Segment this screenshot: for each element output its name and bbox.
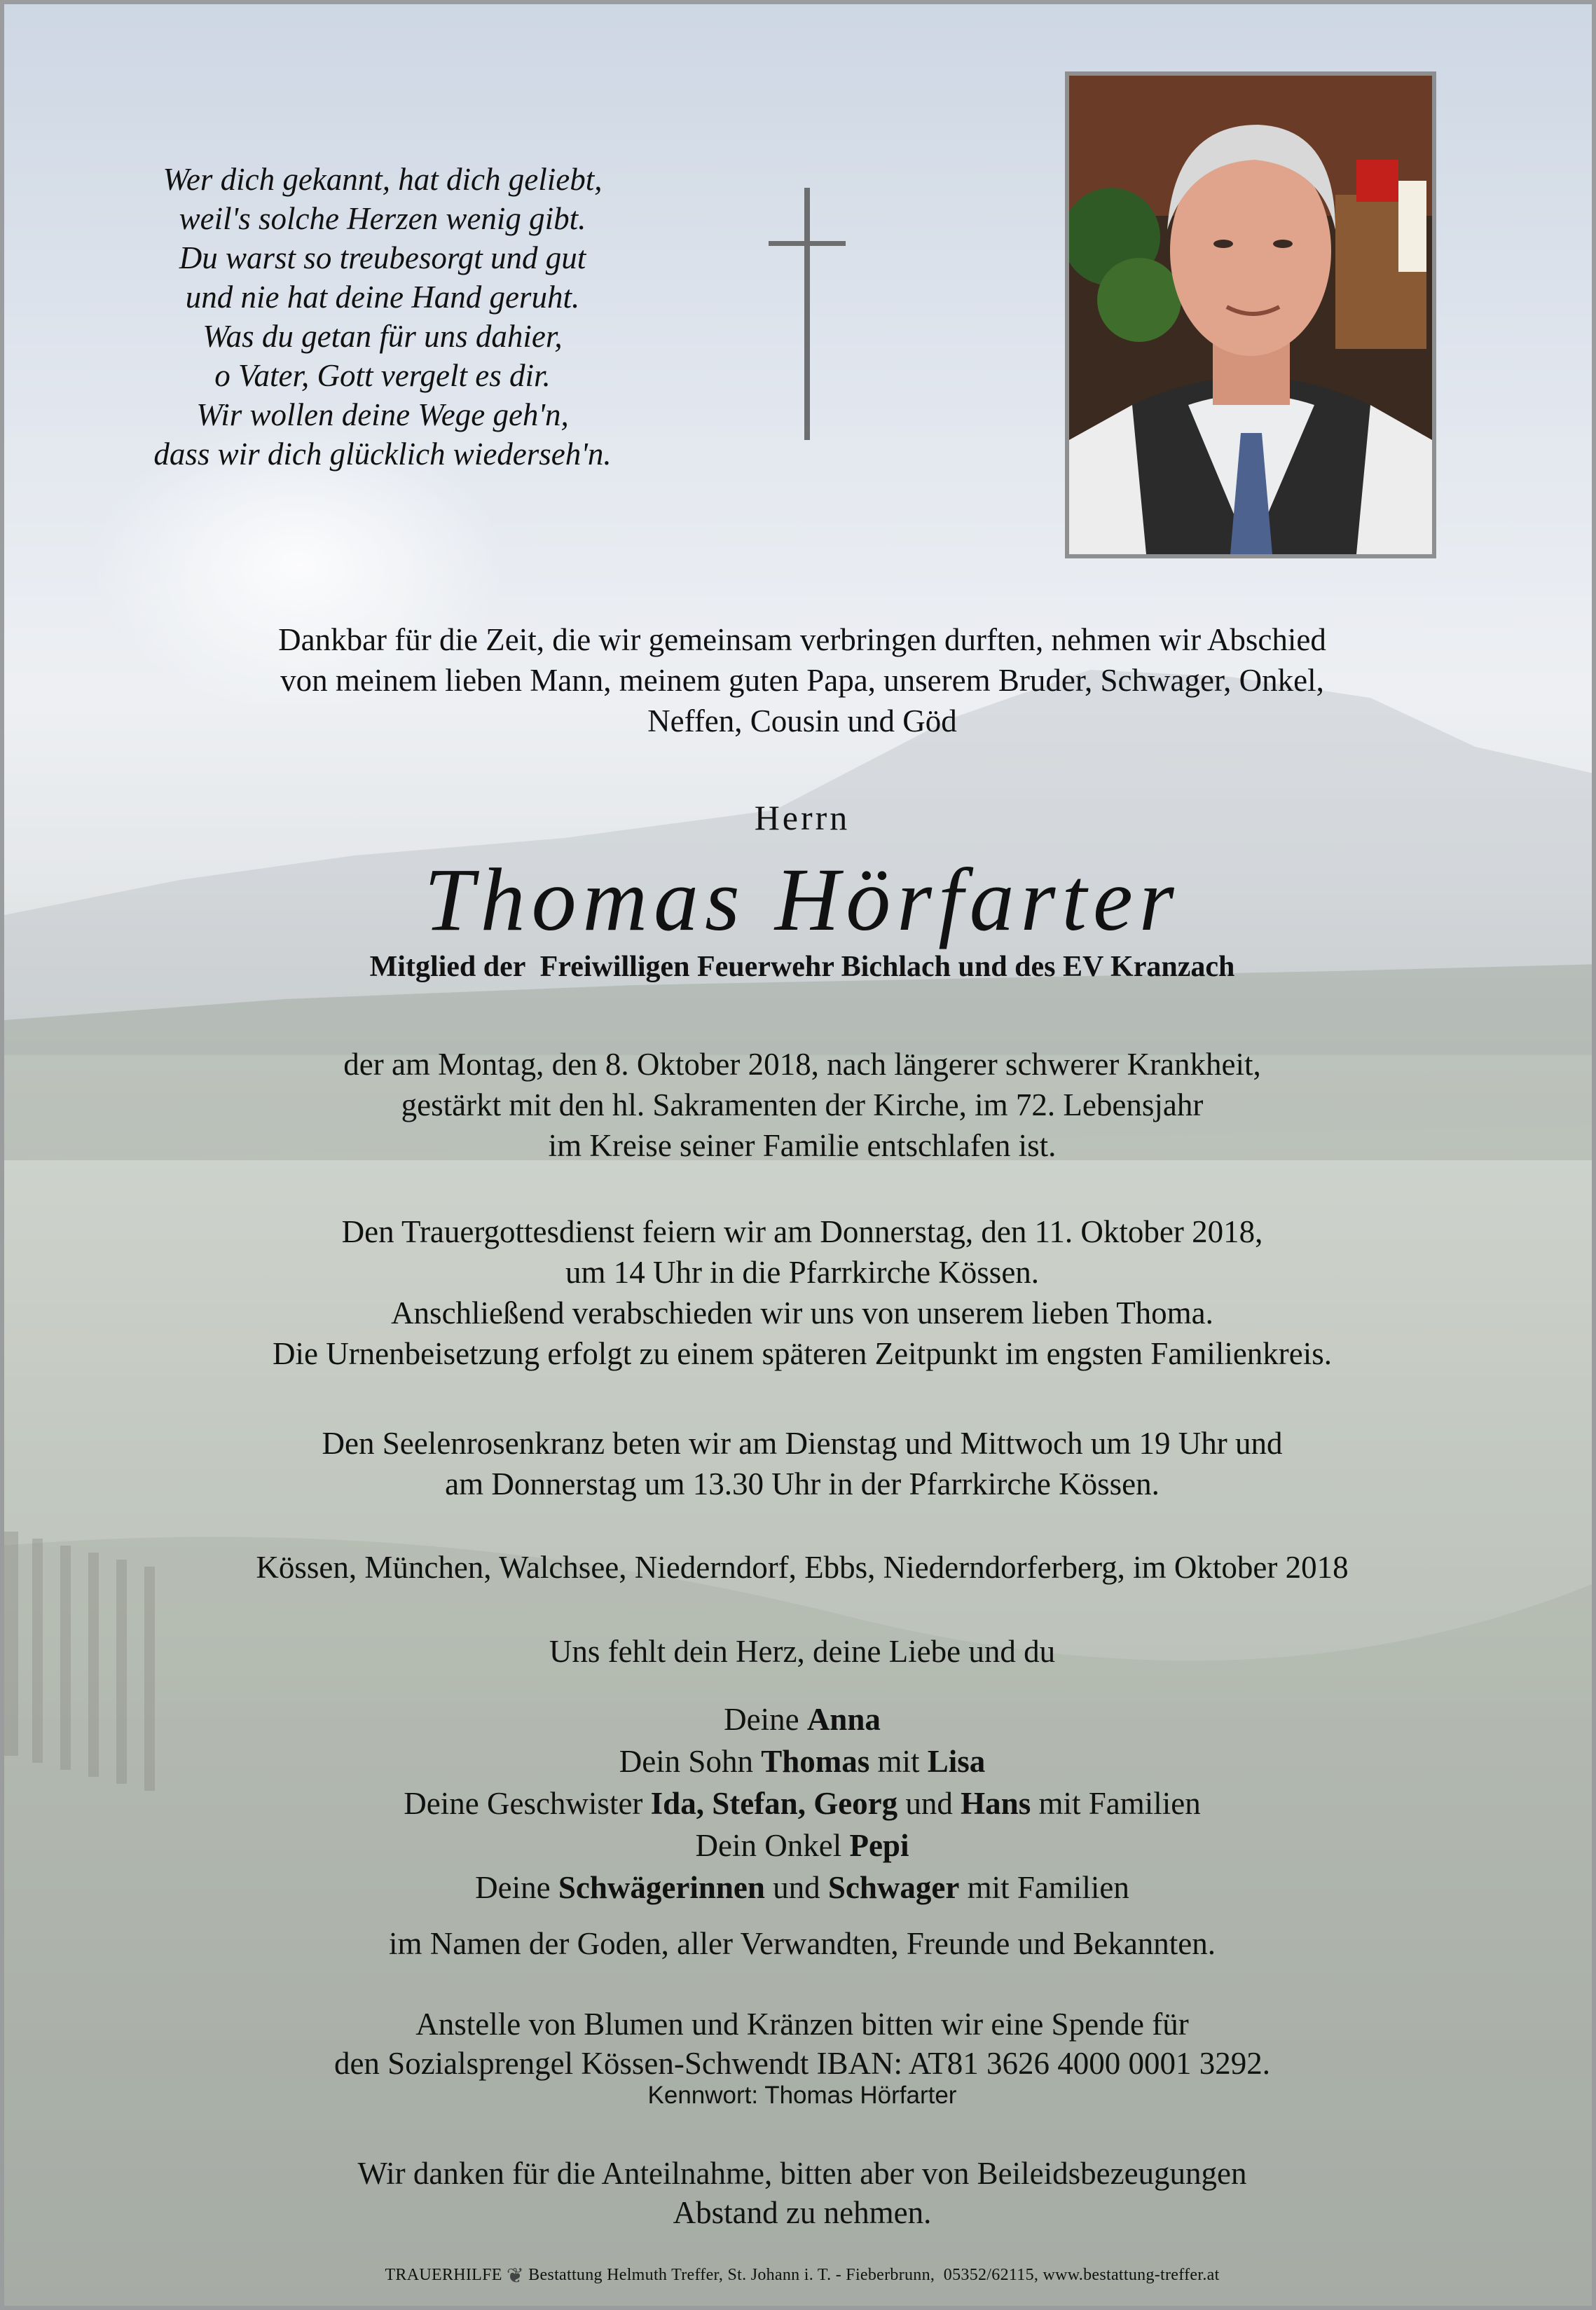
donation-keyword: Kennwort: Thomas Hörfarter bbox=[647, 2082, 957, 2109]
deceased-name: Thomas Hörfarter bbox=[424, 850, 1181, 949]
family-text: und bbox=[897, 1786, 961, 1821]
family-text: mit bbox=[869, 1744, 928, 1779]
membership-line bbox=[4, 950, 1596, 984]
family-text: Dein Sohn bbox=[619, 1744, 762, 1779]
intro-text bbox=[4, 619, 1596, 741]
footer bbox=[4, 2264, 1596, 2288]
rosary-line: am Donnerstag um 13.30 Uhr in der Pfarrkirche Kössen. bbox=[445, 1466, 1160, 1501]
family-text: Deine Geschwister bbox=[404, 1786, 651, 1821]
family-name: Pepi bbox=[849, 1828, 909, 1863]
service-info bbox=[4, 1211, 1596, 1374]
family-name: Schwager bbox=[827, 1870, 960, 1905]
thanks-line: Abstand zu nehmen. bbox=[673, 2195, 932, 2230]
family-text: Deine bbox=[475, 1870, 558, 1905]
family-name: Hans bbox=[961, 1786, 1031, 1821]
death-notice-line: im Kreise seiner Familie entschlafen ist. bbox=[548, 1128, 1057, 1163]
family-line bbox=[4, 1740, 1596, 1782]
relatives-line: im Namen der Goden, aller Verwandten, Freunde und Bekannten. bbox=[388, 1926, 1216, 1961]
poem-line: dass wir dich glücklich wiederseh'n. bbox=[153, 436, 612, 472]
donation-line: Anstelle von Blumen und Kränzen bitten wir eine Spende für bbox=[415, 2007, 1189, 2042]
family-name: Anna bbox=[806, 1702, 881, 1737]
footer-brand: TRAUERHILFE bbox=[385, 2266, 502, 2285]
rosary-info bbox=[4, 1423, 1596, 1504]
family-name: Schwägerinnen bbox=[558, 1870, 765, 1905]
death-notice bbox=[4, 1044, 1596, 1166]
service-line: Den Trauergottesdienst feiern wir am Donnerstag, den 11. Oktober 2018, bbox=[341, 1214, 1263, 1249]
poem bbox=[88, 160, 677, 474]
portrait-icon bbox=[1069, 76, 1432, 554]
poem-line: o Vater, Gott vergelt es dir. bbox=[214, 358, 551, 393]
family-text: Deine bbox=[724, 1702, 807, 1737]
service-line: Anschließend verabschieden wir uns von unserem lieben Thoma. bbox=[391, 1295, 1213, 1331]
donation-request bbox=[4, 2005, 1596, 2083]
family-text: und bbox=[764, 1870, 828, 1905]
family-name: Thomas bbox=[761, 1744, 870, 1779]
family-text: mit Familien bbox=[959, 1870, 1129, 1905]
family-text: Dein Onkel bbox=[695, 1828, 850, 1863]
places-date: Kössen, München, Walchsee, Niederndorf, Ebbs, Niederndorferberg, im Oktober 2018 bbox=[256, 1550, 1349, 1585]
portrait-photo bbox=[1065, 71, 1436, 558]
family-name: Lisa bbox=[927, 1744, 986, 1779]
death-notice-line: gestärkt mit den hl. Sakramenten der Kirche, im 72. Lebensjahr bbox=[401, 1087, 1204, 1122]
intro-line: von meinem lieben Mann, meinem guten Papa, unserem Bruder, Schwager, Onkel, bbox=[280, 663, 1324, 698]
family-line bbox=[4, 1698, 1596, 1740]
salutation: Herrn bbox=[754, 798, 851, 837]
family-line bbox=[4, 1824, 1596, 1866]
intro-line: Dankbar für die Zeit, die wir gemeinsam verbringen durften, nehmen wir Abschied bbox=[278, 622, 1326, 657]
thanks-text bbox=[4, 2154, 1596, 2232]
rosary-line: Den Seelenrosenkranz beten wir am Dienstag und Mittwoch um 19 Uhr und bbox=[322, 1426, 1283, 1461]
intro-line: Neffen, Cousin und Göd bbox=[647, 703, 957, 738]
poem-line: Wir wollen deine Wege geh'n, bbox=[196, 397, 569, 432]
thanks-line: Wir danken für die Anteilnahme, bitten aber von Beileidsbezeugungen bbox=[357, 2156, 1247, 2191]
funeral-logo-icon: ❦ bbox=[506, 2264, 525, 2288]
poem-line: Was du getan für uns dahier, bbox=[202, 319, 563, 354]
poem-line: Wer dich gekannt, hat dich geliebt, bbox=[163, 162, 603, 197]
cross-icon bbox=[769, 188, 846, 440]
donation-line: den Sozialsprengel Kössen-Schwendt IBAN: AT81 3626 4000 0001 3292. bbox=[333, 2046, 1271, 2081]
poem-line: und nie hat deine Hand geruht. bbox=[185, 280, 580, 315]
service-line: Die Urnenbeisetzung erfolgt zu einem späteren Zeitpunkt im engsten Familienkreis. bbox=[272, 1336, 1333, 1371]
farewell-line: Uns fehlt dein Herz, deine Liebe und du bbox=[549, 1634, 1056, 1669]
family-list bbox=[4, 1698, 1596, 1909]
family-text: mit Familien bbox=[1031, 1786, 1201, 1821]
family-name: Ida, Stefan, Georg bbox=[650, 1786, 898, 1821]
poem-line: Du warst so treubesorgt und gut bbox=[179, 240, 586, 275]
service-line: um 14 Uhr in die Pfarrkirche Kössen. bbox=[565, 1255, 1040, 1290]
death-notice-line: der am Montag, den 8. Oktober 2018, nach längerer schwerer Krankheit, bbox=[343, 1047, 1261, 1082]
footer-text: Bestattung Helmuth Treffer, St. Johann i. T. - Fieberbrunn, 05352/62115, www.bestattung-treffer.at bbox=[528, 2266, 1220, 2285]
membership-text: Mitglied der Freiwilligen Feuerwehr Bichlach und des EV Kranzach bbox=[369, 951, 1235, 983]
poem-line: weil's solche Herzen wenig gibt. bbox=[179, 201, 586, 236]
family-line bbox=[4, 1866, 1596, 1909]
family-line bbox=[4, 1782, 1596, 1824]
